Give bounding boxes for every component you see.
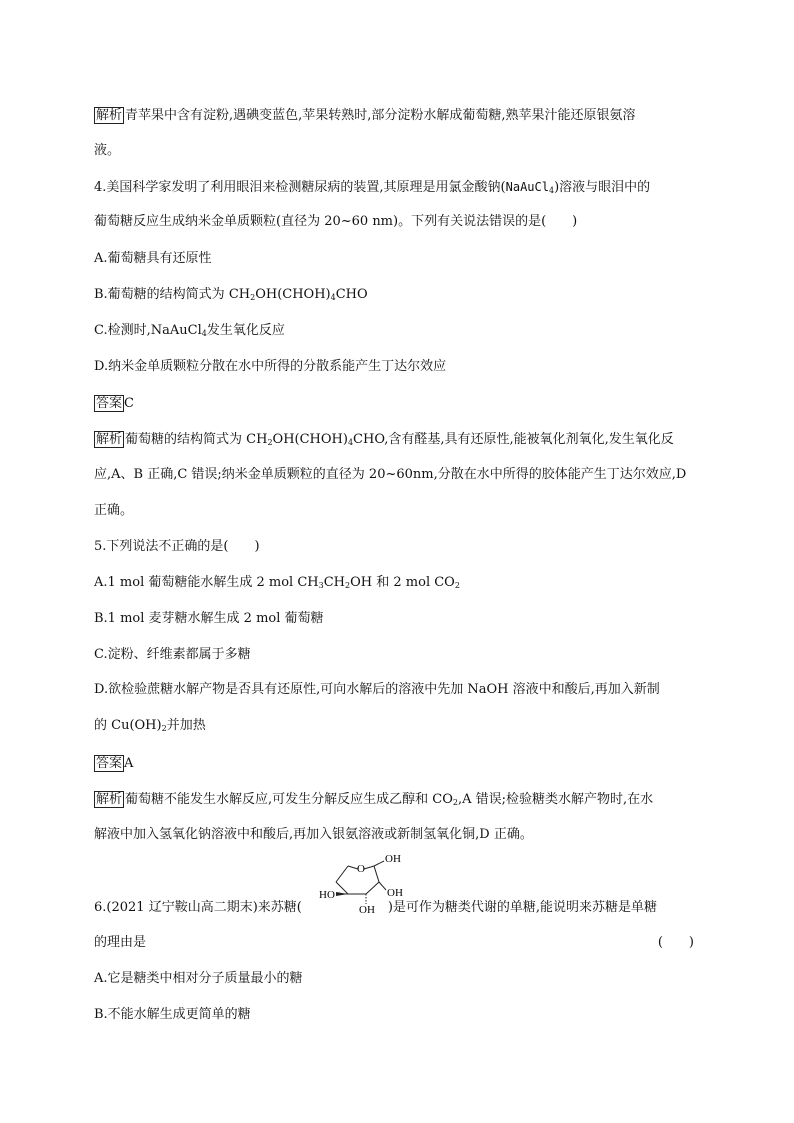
q4-option-c	[94, 323, 285, 339]
q5-option-a-text-a: A.1 mol 葡萄糖能水解生成 2 mol CH	[94, 575, 319, 590]
q5-explain-text-b: ,A 错误;检验糖类水解产物时,在水	[457, 792, 654, 807]
q4-option-c-text-a: C.检测时,NaAuCl	[94, 323, 202, 338]
q5-explain-text-a: 葡萄糖不能发生水解反应,可发生分解反应生成乙醇和 CO	[125, 792, 453, 807]
q4-explain-text-b: OH(CHOH)	[272, 432, 348, 447]
answer-tag: 答案	[96, 756, 123, 771]
q5-explain-line-2: 解液中加入氢氧化钠溶液中和酸后,再加入银氨溶液或新制氢氧化铜,D 正确。	[94, 827, 533, 842]
q4-option-b-sub-1: 2	[250, 293, 256, 302]
q6-option-a: A.它是糖类中相对分子质量最小的糖	[94, 971, 303, 986]
q4-option-b-text-a: B.葡萄糖的结构简式为 CH	[94, 287, 251, 302]
q5-explain-line-1	[94, 791, 653, 808]
q6-stem-text-b: )是可作为糖类代谢的单糖,能说明来苏糖是单糖	[387, 900, 658, 915]
q4-stem-text-a: 美国科学家发明了利用眼泪来检测糖尿病的装置,其原理是用氯金酸钠(	[106, 180, 506, 195]
q4-option-b-text-c: CHO	[335, 287, 368, 302]
q5-option-a	[94, 575, 460, 591]
q5-option-a-sub-3: 2	[454, 581, 460, 590]
q5-option-c: C.淀粉、纤维素都属于多糖	[94, 647, 251, 662]
q6-stem-line-2: 的理由是	[94, 935, 147, 950]
explain-tag: 解析	[96, 432, 123, 447]
answer-tag: 答案	[96, 396, 123, 411]
q4-chem-subscript: 4	[548, 186, 555, 195]
explain-tag: 解析	[96, 792, 123, 807]
q4-explain-text-c: CHO,含有醛基,具有还原性,能被氧化剂氧化,发生氧化反	[353, 432, 674, 447]
q4-explain-text-a: 葡萄糖的结构简式为 CH	[125, 432, 268, 447]
q4-explain-sub-2: 4	[347, 438, 354, 447]
q3-explain-line-2: 液。	[94, 143, 121, 158]
oh-label-right: OH	[387, 887, 403, 899]
q4-option-c-text-b: 发生氧化反应	[206, 323, 285, 338]
q4-chem-formula: NaAuCl	[505, 180, 549, 194]
q5-answer-value: A	[124, 756, 134, 771]
q6-option-b: B.不能水解生成更简单的糖	[94, 1007, 251, 1022]
oh-label-top: OH	[385, 853, 401, 865]
q4-explain-sub-1: 2	[267, 438, 273, 447]
q4-explain-line-1	[94, 431, 674, 448]
q5-option-d-line-2	[94, 718, 206, 734]
ring-oxygen-label: O	[357, 863, 365, 875]
q5-answer	[94, 755, 133, 772]
q4-option-d: D.纳米金单质颗粒分散在水中所得的分散系能产生丁达尔效应	[94, 359, 447, 374]
q5-option-a-text-b: CH	[323, 575, 346, 590]
q3-explain-line-1	[94, 107, 636, 124]
q4-option-c-sub: 4	[201, 329, 207, 338]
q5-option-b: B.1 mol 麦芽糖水解生成 2 mol 葡萄糖	[94, 611, 324, 626]
q5-option-d-text-b: 并加热	[166, 718, 206, 733]
q4-option-b-text-b: OH(CHOH)	[255, 287, 331, 302]
q6-answer-parentheses: ( )	[657, 935, 694, 950]
ho-label-left: HO	[319, 889, 335, 901]
q4-stem-line-1	[94, 179, 650, 196]
q4-answer	[94, 395, 134, 412]
q5-option-a-sub-2: 2	[345, 581, 351, 590]
q6-stem-text-a: 6.(2021 辽宁鞍山高二期末)来苏糖(	[94, 900, 302, 915]
q5-explain-sub: 2	[452, 798, 458, 807]
q4-stem-text-b: )溶液与眼泪中的	[554, 180, 651, 195]
q4-option-b	[94, 287, 368, 303]
q5-option-d-text-a: 的 Cu(OH)	[94, 718, 162, 733]
q4-stem-line-2: 葡萄糖反应生成纳米金单质颗粒(直径为 20~60 nm)。下列有关说法错误的是( )	[94, 214, 578, 229]
q3-explain-text: 青苹果中含有淀粉,遇碘变蓝色,苹果转熟时,部分淀粉水解成葡萄糖,熟苹果汁能还原银氨溶	[125, 108, 636, 123]
q4-answer-value: C	[124, 396, 134, 411]
q5-option-d-line-1: D.欲检验蔗糖水解产物是否具有还原性,可向水解后的溶液中先加 NaOH 溶液中和酸后,再加入新制	[94, 682, 660, 697]
oh-label-bottom: OH	[359, 904, 375, 916]
explain-tag: 解析	[96, 108, 123, 123]
q4-number: 4.	[94, 180, 107, 195]
q4-explain-line-3: 正确。	[94, 503, 134, 518]
q4-option-b-sub-2: 4	[330, 293, 336, 302]
q5-option-a-sub-1: 3	[318, 581, 324, 590]
q5-option-d-sub: 2	[161, 724, 167, 733]
q5-stem: 5.下列说法不正确的是( )	[94, 539, 260, 554]
q5-option-a-text-c: OH 和 2 mol CO	[350, 575, 455, 590]
q4-explain-line-2: 应,A、B 正确,C 错误;纳米金单质颗粒的直径为 20~60nm,分散在水中所得的胶体能产生丁达尔效应,D	[94, 467, 687, 482]
q6-stem-line-1	[94, 900, 657, 916]
q4-option-a: A.葡萄糖具有还原性	[94, 251, 212, 266]
